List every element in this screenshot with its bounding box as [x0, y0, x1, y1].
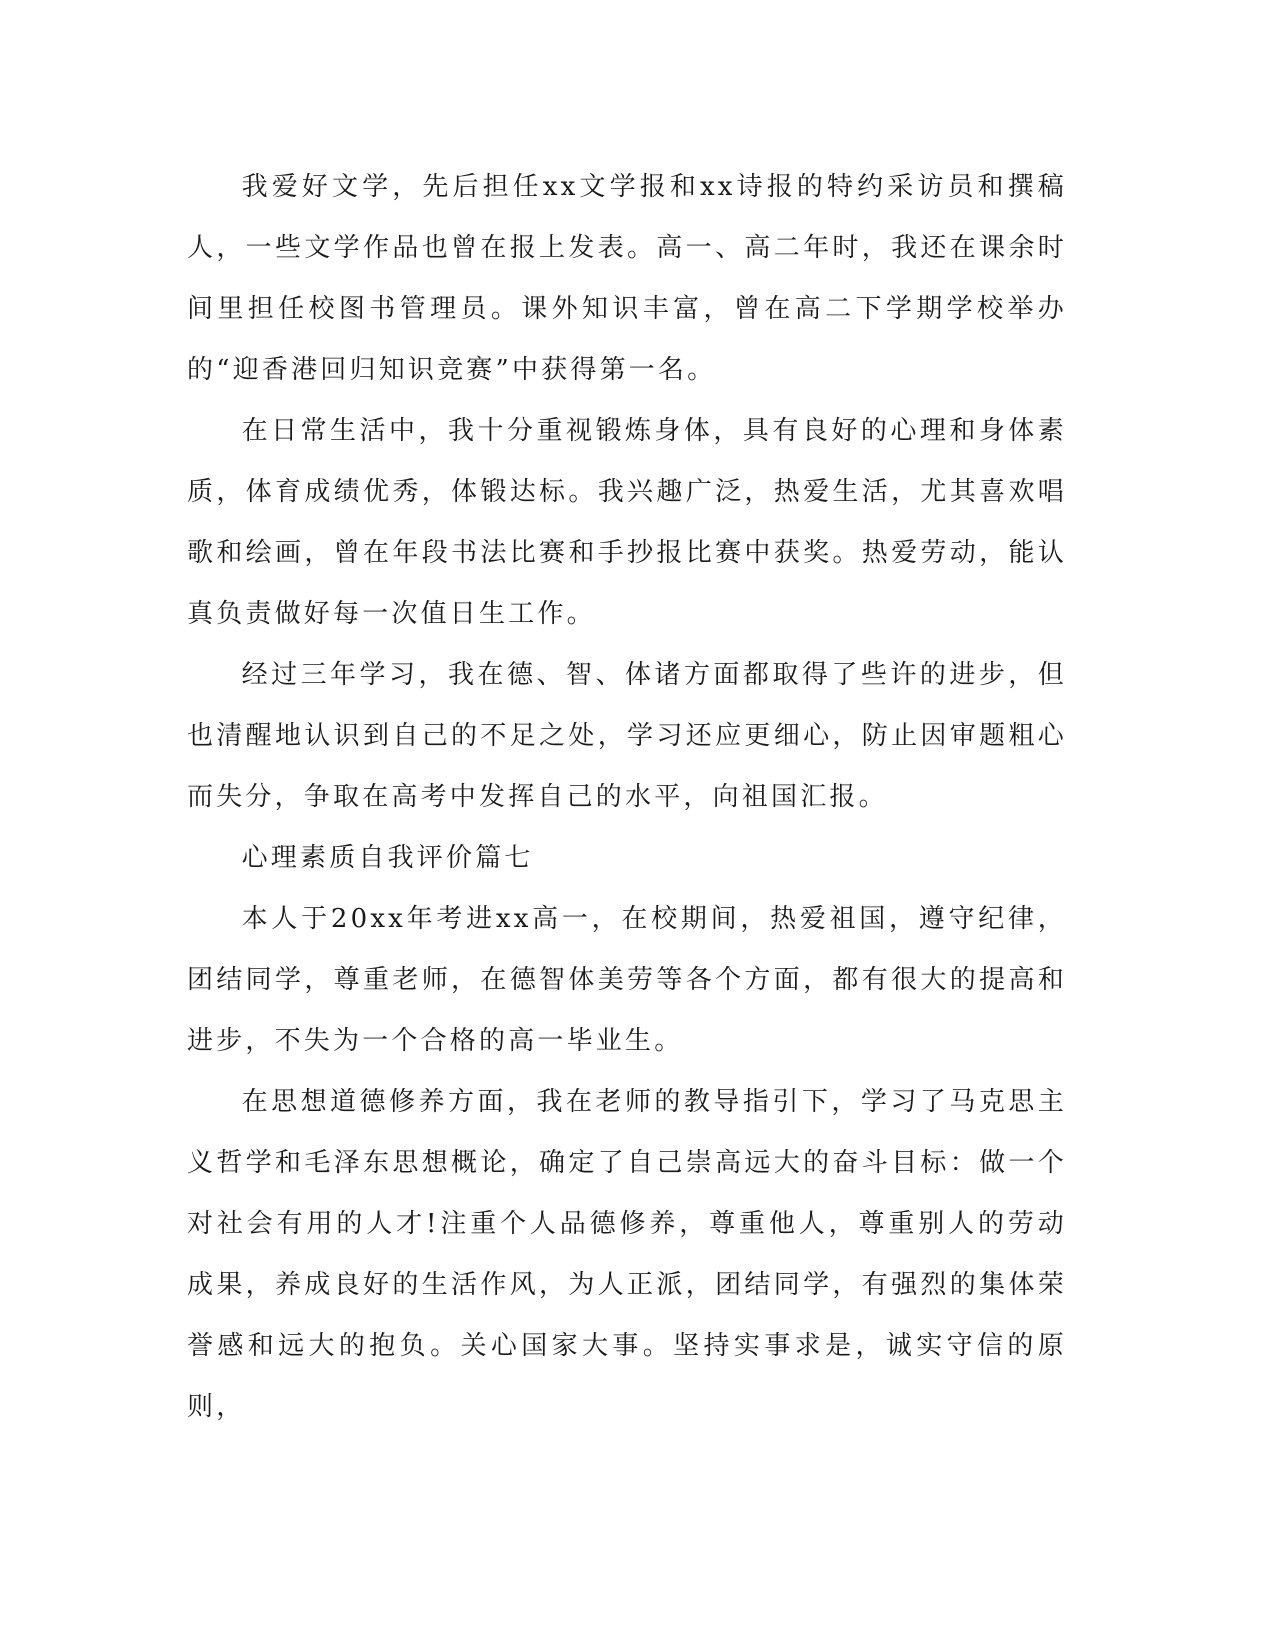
paragraph-three-years: 经过三年学习，我在德、智、体诸方面都取得了些许的进步，但也清醒地认识到自己的不足之处，学习还应更细心，防止因审题粗心而失分，争取在高考中发挥自己的水平，向祖国汇报。: [187, 660, 1067, 812]
section-heading: 心理素质自我评价篇七: [241, 843, 534, 873]
document-body: [187, 157, 1067, 1438]
paragraph-daily-life: 在日常生活中，我十分重视锻炼身体，具有良好的心理和身体素质，体育成绩优秀，体锻达标。我兴趣广泛，热爱生活，尤其喜欢唱歌和绘画，曾在年段书法比赛和手抄报比赛中获奖。热爱劳动，能认真负责做好每一次值日生工作。: [187, 416, 1067, 629]
paragraph-enrollment: 本人于20xx年考进xx高一，在校期间，热爱祖国，遵守纪律，团结同学，尊重老师，在德智体美劳等各个方面，都有很大的提高和进步，不失为一个合格的高一毕业生。: [187, 904, 1067, 1056]
paragraph-literature: 我爱好文学，先后担任xx文学报和xx诗报的特约采访员和撰稿人，一些文学作品也曾在报上发表。高一、高二年时，我还在课余时间里担任校图书管理员。课外知识丰富，曾在高二下学期学校举办的“迎香港回归知识竞赛”中获得第一名。: [187, 172, 1067, 385]
paragraph-moral-cultivation: 在思想道德修养方面，我在老师的教导指引下，学习了马克思主义哲学和毛泽东思想概论，确定了自己崇高远大的奋斗目标：做一个对社会有用的人才!注重个人品德修养，尊重他人，尊重别人的劳动成果，养成良好的生活作风，为人正派，团结同学，有强烈的集体荣誉感和远大的抱负。关心国家大事。坚持实事求是，诚实守信的原则，: [187, 1087, 1067, 1422]
